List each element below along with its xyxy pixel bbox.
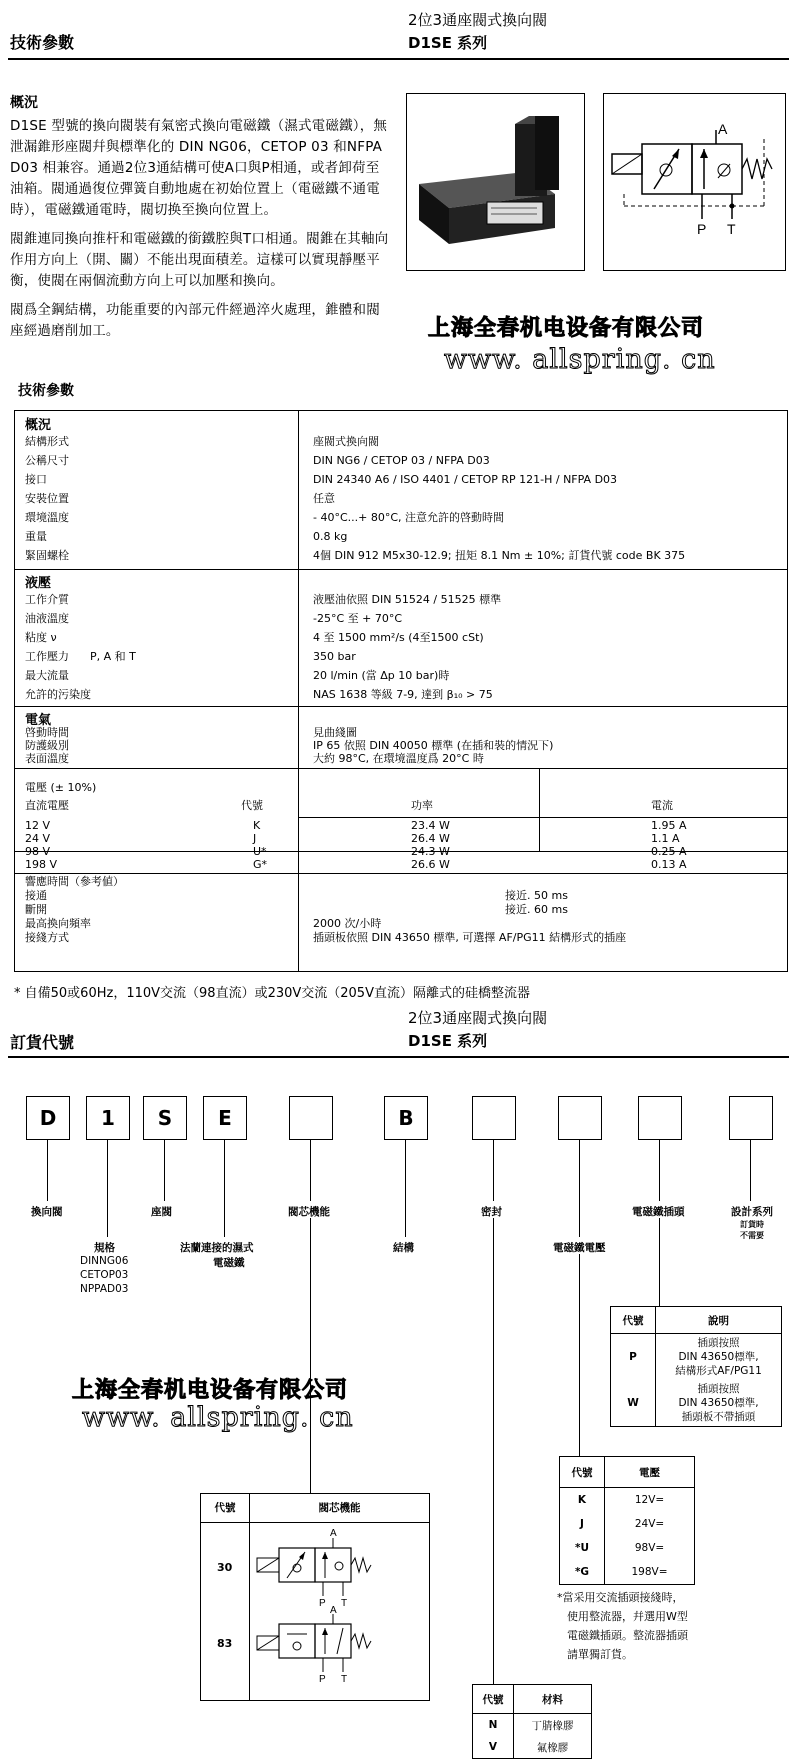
connector-line [164, 1139, 165, 1201]
table-row: 公稱尺寸 DIN NG6 / CETOP 03 / NFPA D03 [25, 454, 490, 467]
table-row: 最高換向頻率 2000 次/小時 [25, 917, 382, 930]
port-p-label: P [319, 1674, 326, 1685]
hydraulic-title: 液壓 [25, 576, 52, 591]
voltage-row: 24 V J 26.4 W 1.1 A [25, 832, 680, 845]
connector-line [579, 1254, 580, 1456]
voltage-title: 電壓 (± 10%) [25, 781, 97, 794]
connector-line [310, 1218, 311, 1493]
code-box [638, 1096, 682, 1140]
connector-line [659, 1139, 660, 1201]
hydraulic-symbol [603, 93, 786, 271]
overview-title: 概況 [10, 95, 38, 111]
spool-header-func: 閥芯機能 [250, 1494, 429, 1523]
intro-paragraph: 閥錐連同換向推杆和電磁鐵的銜鐵腔與T口相通。閥錐在其軸向作用方向上（開、關）不能出現面積差。這樣可以實現靜壓平衡，使閥在兩個流動方向上可以加壓和換向。 [10, 231, 389, 289]
port-a-label: A [718, 121, 728, 137]
voltage-table: 代號 電壓 K 12V= J 24V= *U 98V= *G 198V= [559, 1456, 695, 1585]
table-row: 緊固螺栓 4個 DIN 912 M5x30-12.9; 扭矩 8.1 Nm ± 10%; 訂貨代號 code BK 375 [25, 549, 686, 562]
voltage-header: 直流電壓 代號 功率 電流 [25, 799, 673, 812]
valve-symbol-icon [604, 94, 785, 270]
electric-title: 電氣 [25, 713, 52, 728]
watermark-company: 上海全春机电设备有限公司 [428, 315, 705, 341]
connector-line [310, 1139, 311, 1201]
table-row: 環境溫度 - 40°C...+ 80°C, 注意允許的啓動時間 [25, 511, 505, 524]
table-row: 表面溫度 大約 98°C, 在環境溫度爲 20°C 時 [25, 752, 484, 765]
voltage-row: 98 V U* 24.3 W 0.25 A [25, 845, 687, 858]
code-box: E [203, 1096, 247, 1140]
intro-paragraph: 閥爲全鋼結構，功能重要的內部元件經過淬火處理，錐體和閥座經過磨削加工。 [10, 302, 380, 339]
port-a-label: A [330, 1605, 337, 1616]
connector-line [493, 1139, 494, 1201]
footnote: * 自備50或60Hz，110V交流（98直流）或230V交流（205V直流）隔離式的硅橋整流器 [14, 986, 530, 1001]
code-box: 1 [86, 1096, 130, 1140]
page2-header-title: 2位3通座閥式換向閥 [408, 1009, 548, 1027]
label-flange: 法蘭連接的濕式 電磁鐵 [180, 1242, 254, 1269]
label-valve: 換向閥 [31, 1206, 63, 1218]
response-title: 響應時間（參考値） [25, 875, 124, 888]
row-divider [15, 873, 787, 874]
voltage-row: 12 V K 23.4 W 1.95 A [25, 819, 687, 832]
label-seat: 座閥 [151, 1206, 172, 1218]
label-seal: 密封 [481, 1206, 502, 1218]
table-row: 啓動時間 見曲綫圖 [25, 726, 357, 739]
watermark-url: www. allspring. cn [82, 1402, 354, 1433]
table-row: 粘度 ν 4 至 1500 mm²/s (4至1500 cSt) [25, 631, 484, 644]
port-t-label: T [727, 221, 736, 237]
seal-table: 代號 材料 N 丁腈橡膠 V 氟橡膠 [472, 1684, 592, 1759]
table-row: 重量 0.8 kg [25, 530, 348, 543]
label-coil-voltage: 電磁鐵電壓 [553, 1242, 606, 1254]
connector-line [659, 1218, 660, 1306]
row-divider [15, 569, 787, 570]
connector-line [47, 1139, 48, 1201]
spool-header-code: 代號 [201, 1494, 250, 1523]
product-photo [406, 93, 585, 271]
code-box: S [143, 1096, 187, 1140]
code-box [729, 1096, 773, 1140]
watermark-url: www. allspring. cn [444, 344, 716, 375]
connector-line [224, 1139, 225, 1237]
port-p-label: P [319, 1598, 326, 1609]
code-box [289, 1096, 333, 1140]
port-p-label: P [697, 221, 707, 237]
watermark-company: 上海全春机电设备有限公司 [72, 1377, 349, 1403]
row-divider [15, 706, 787, 707]
code-box [558, 1096, 602, 1140]
code-box: D [26, 1096, 70, 1140]
row-divider [15, 768, 787, 769]
connector-line [405, 1139, 406, 1237]
tech-table [14, 410, 788, 972]
page1-header-title: 2位3通座閥式換向閥 [408, 11, 548, 29]
label-design: 設計系列 訂貨時 不需要 [731, 1206, 773, 1240]
port-a-label: A [330, 1528, 337, 1539]
table-row: 工作介質 液壓油依照 DIN 51524 / 51525 標準 [25, 593, 502, 606]
plug-table: 代號 說明 P 插頭按照 DIN 43650標準, 結構形式AF/PG11 W 插頭按照 DIN 43650標準, 插頭板不帶插頭 [610, 1306, 782, 1427]
connector-line [493, 1218, 494, 1684]
spool-code: 30 [217, 1561, 233, 1574]
table-row: 接綫方式 插頭板依照 DIN 43650 標準, 可選擇 AF/PG11 結構形式的插座 [25, 931, 627, 944]
valve-photo-icon [407, 94, 584, 270]
connector-line [750, 1139, 751, 1201]
code-box [472, 1096, 516, 1140]
spool-symbols-icon [253, 1524, 427, 1696]
table-row: 最大流量 20 l/min (當 Δp 10 bar)時 [25, 669, 450, 682]
intro-paragraph: D1SE 型號的換向閥裝有氣密式換向電磁鐵（濕式電磁鐵），無泄漏錐形座閥幷與標準化的 DIN NG06，CETOP 03 和NFPA D03 相兼容。通過2位3通結構可使A口與P相通，或者卸荷至油箱。閥通過復位彈簧自動地處在初始位置上（電磁鐵不通電時），電磁鐵通電時，閥切换至換向位置上。 [10, 118, 388, 218]
code-box: B [384, 1096, 428, 1140]
label-plug: 電磁鐵插頭 [632, 1206, 685, 1218]
table-row: 允許的污染度 NAS 1638 等級 7-9, 達到 β₁₀ > 75 [25, 688, 493, 701]
port-t-label: T [341, 1674, 348, 1685]
general-title: 概況 [25, 418, 52, 433]
table-row: 油液溫度 -25°C 至 + 70°C [25, 612, 403, 625]
col-divider [249, 1522, 250, 1700]
intro-text [10, 116, 390, 350]
page1-header-series: D1SE 系列 [408, 34, 488, 52]
spool-table [200, 1493, 430, 1701]
tech-title: 技術參數 [18, 383, 74, 399]
label-struct: 結構 [393, 1242, 414, 1254]
table-row: 結構形式 座閥式換向閥 [25, 435, 379, 448]
spool-code: 83 [217, 1637, 233, 1650]
table-row: 斷開 接近. 60 ms [25, 903, 568, 916]
voltage-note: *當采用交流插頭接綫時， 使用整流器，幷選用W型 電磁鐵插頭。整流器插頭 請單獨訂貨。 [557, 1591, 688, 1661]
row-divider [298, 817, 787, 818]
voltage-row: 198 V G* 26.6 W 0.13 A [25, 858, 687, 871]
page2-header-series: D1SE 系列 [408, 1032, 488, 1050]
label-spool: 閥芯機能 [288, 1206, 330, 1218]
table-row: 接通 接近. 50 ms [25, 889, 568, 902]
size-values: DINNG06 CETOP03 NPPAD03 [80, 1255, 129, 1295]
table-row: 安裝位置 任意 [25, 492, 335, 505]
port-t-label: T [341, 1598, 348, 1609]
header-rule [8, 58, 789, 60]
table-row: 接口 DIN 24340 A6 / ISO 4401 / CETOP RP 121-H / NFPA D03 [25, 473, 618, 486]
table-row: 防護級別 IP 65 依照 DIN 40050 標準 (在插和裝的情況下) [25, 739, 554, 752]
page2-header-left: 訂貨代號 [10, 1033, 75, 1052]
header-rule [8, 1056, 789, 1058]
connector-line [579, 1139, 580, 1237]
connector-line [107, 1139, 108, 1237]
table-row: 工作壓力 P, A 和 T 350 bar [25, 650, 356, 663]
page1-header-left: 技術參數 [10, 33, 75, 52]
label-size: 規格 [94, 1242, 115, 1254]
